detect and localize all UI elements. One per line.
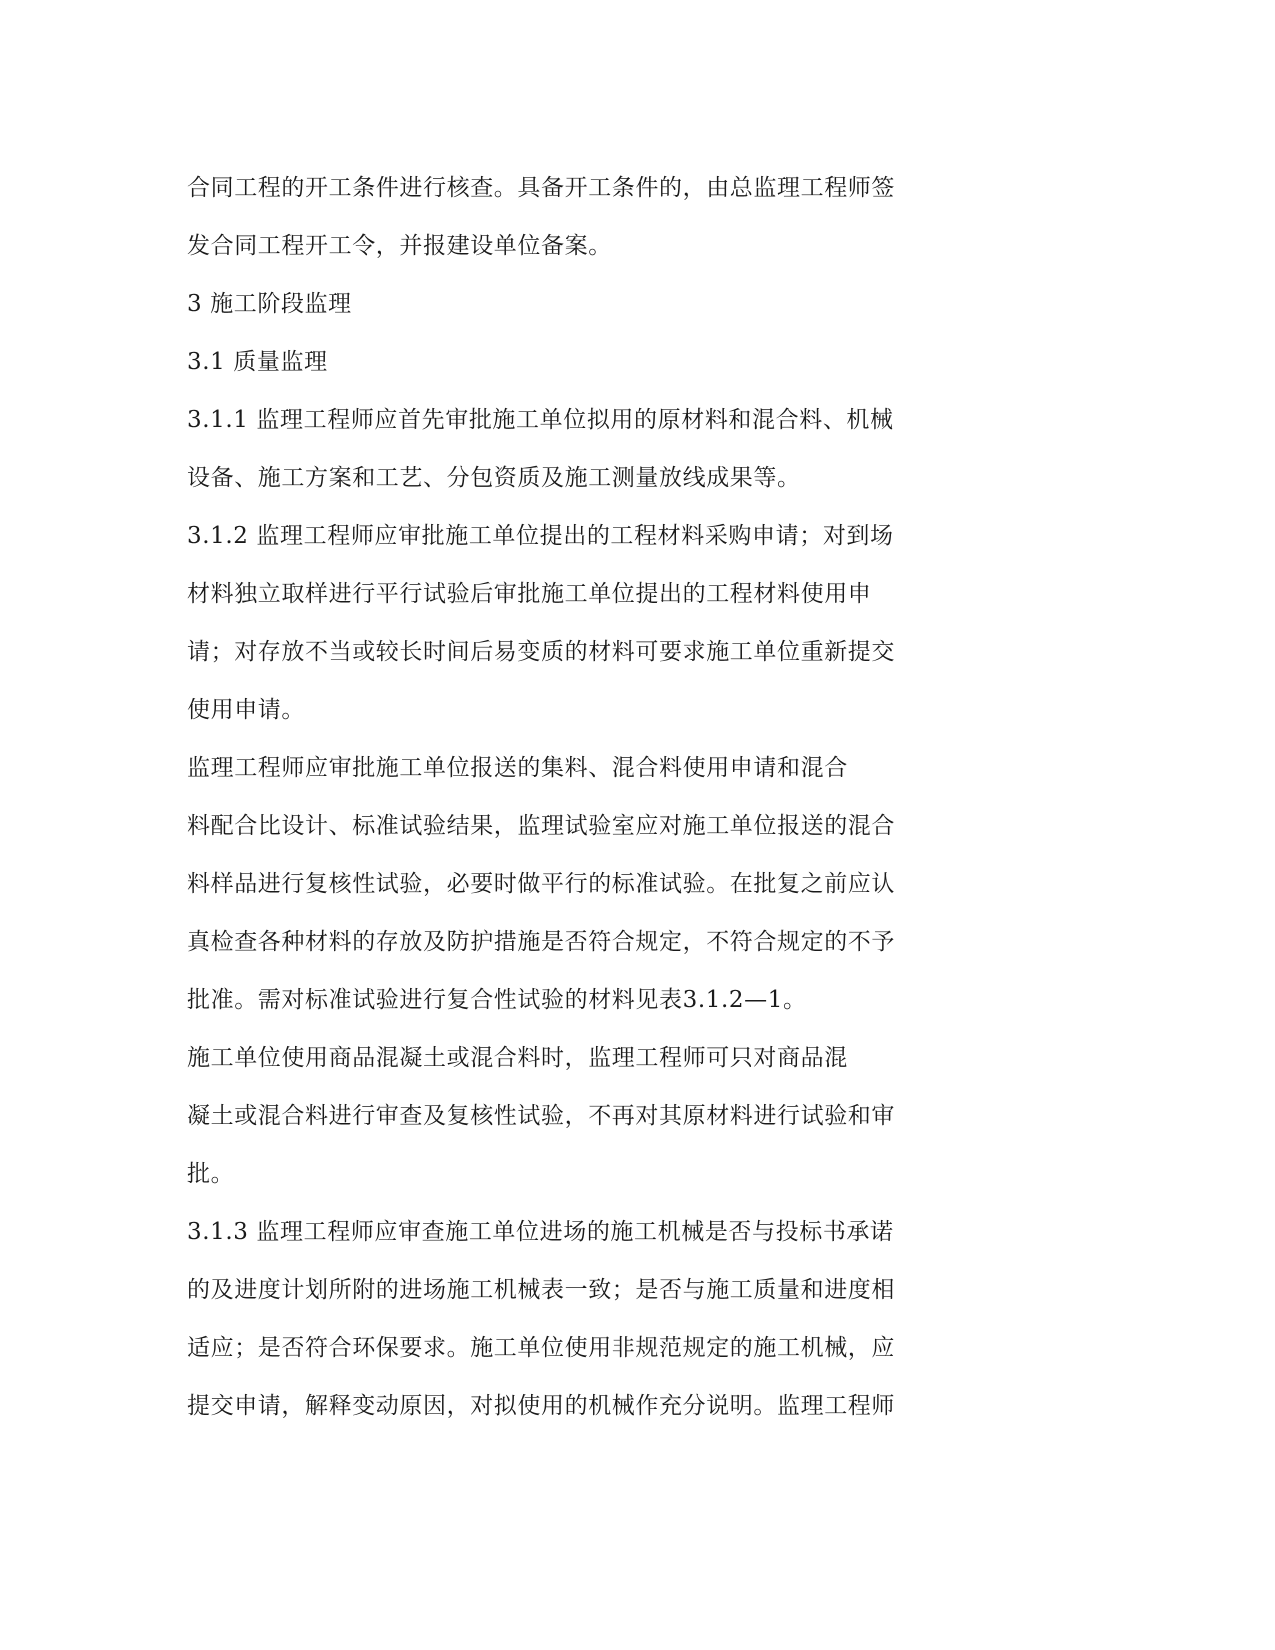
text-line: 3.1.3 监理工程师应审查施工单位进场的施工机械是否与投标书承诺 bbox=[187, 1219, 894, 1245]
text-line: 批准。需对标准试验进行复合性试验的材料见表3.1.2—1。 bbox=[187, 987, 807, 1013]
text-line: 设备、施工方案和工艺、分包资质及施工测量放线成果等。 bbox=[187, 465, 801, 491]
text-line: 真检查各种材料的存放及防护措施是否符合规定，不符合规定的不予 bbox=[187, 929, 895, 955]
text-line: 材料独立取样进行平行试验后审批施工单位提出的工程材料使用申 bbox=[187, 581, 872, 607]
text-line: 凝土或混合料进行审查及复核性试验，不再对其原材料进行试验和审 bbox=[187, 1103, 895, 1129]
text-line: 监理工程师应审批施工单位报送的集料、混合料使用申请和混合 bbox=[187, 755, 848, 781]
text-line: 3.1.2 监理工程师应审批施工单位提出的工程材料采购申请；对到场 bbox=[187, 523, 894, 549]
text-line: 合同工程的开工条件进行核查。具备开工条件的，由总监理工程师签 bbox=[187, 175, 895, 201]
text-line: 提交申请，解释变动原因，对拟使用的机械作充分说明。监理工程师 bbox=[187, 1393, 895, 1419]
text-line: 使用申请。 bbox=[187, 697, 305, 723]
text-line: 批。 bbox=[187, 1161, 235, 1187]
subsection-heading: 3.1 质量监理 bbox=[187, 349, 328, 375]
text-line: 发合同工程开工令，并报建设单位备案。 bbox=[187, 233, 612, 259]
text-line: 施工单位使用商品混凝土或混合料时，监理工程师可只对商品混 bbox=[187, 1045, 848, 1071]
text-line: 3.1.1 监理工程师应首先审批施工单位拟用的原材料和混合料、机械 bbox=[187, 407, 894, 433]
text-line: 料配合比设计、标准试验结果，监理试验室应对施工单位报送的混合 bbox=[187, 813, 895, 839]
text-line: 料样品进行复核性试验，必要时做平行的标准试验。在批复之前应认 bbox=[187, 871, 895, 897]
text-line: 适应；是否符合环保要求。施工单位使用非规范规定的施工机械，应 bbox=[187, 1335, 895, 1361]
section-heading: 3 施工阶段监理 bbox=[187, 291, 352, 317]
text-line: 请；对存放不当或较长时间后易变质的材料可要求施工单位重新提交 bbox=[187, 639, 895, 665]
text-line: 的及进度计划所附的进场施工机械表一致；是否与施工质量和进度相 bbox=[187, 1277, 895, 1303]
